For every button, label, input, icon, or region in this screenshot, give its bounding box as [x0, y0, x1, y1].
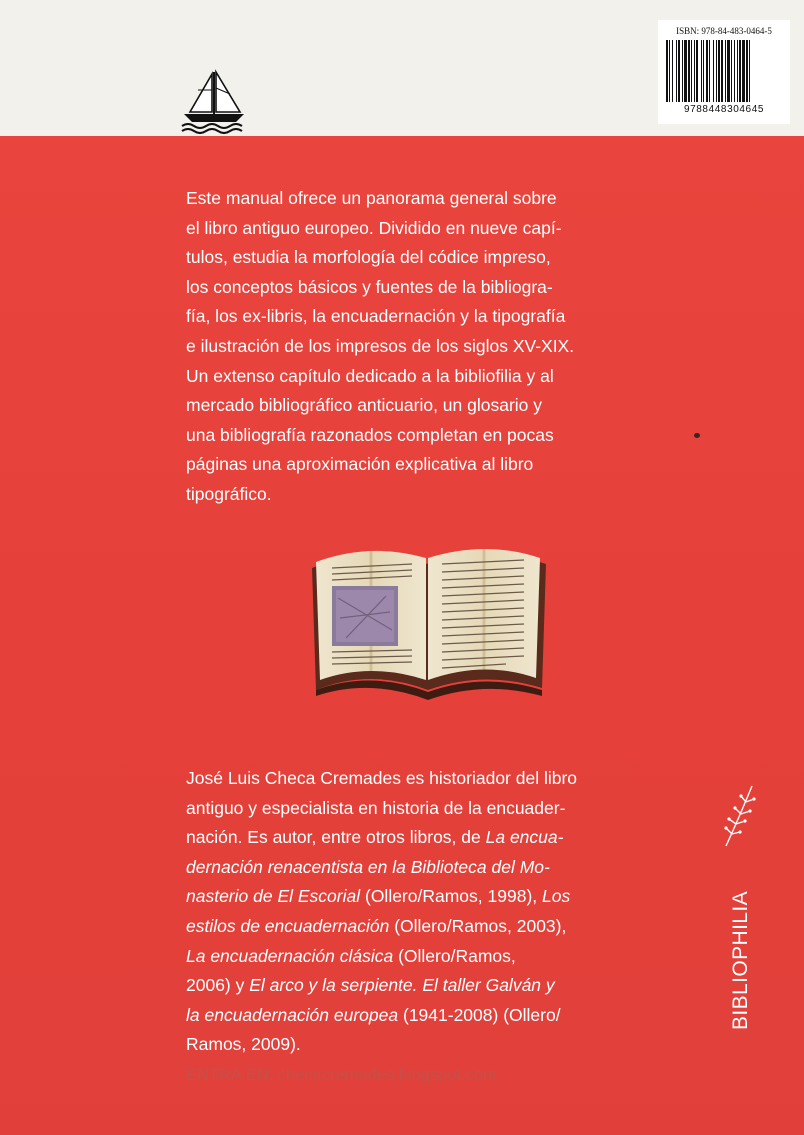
barcode-bar [727, 40, 730, 102]
barcode-bar [746, 40, 748, 102]
bio-line: nación. Es autor, entre otros libros, de [186, 827, 486, 848]
barcode-bar [703, 40, 704, 102]
barcode-bar [716, 40, 717, 102]
barcode-bar [713, 40, 714, 102]
book-title: La encua- [485, 827, 564, 848]
description-paragraph [186, 184, 716, 510]
barcode-bar [666, 40, 668, 102]
book-title: dernación renacentista en la Biblioteca del Mo- [186, 856, 550, 877]
barcode-bar [721, 40, 723, 102]
barcode-bar [739, 40, 741, 102]
description-line: Este manual ofrece un panorama general sobre [186, 188, 557, 208]
bio-line: (Ollero/Ramos, 2003), [389, 915, 567, 936]
barcode-bar [676, 40, 677, 102]
bio-line: (Ollero/Ramos, 1998), [360, 886, 542, 907]
description-line: tulos, estudia la morfología del códice impreso, [186, 247, 551, 268]
barcode-bar [696, 40, 698, 102]
website-link[interactable]: ENTRA EN: checacremades.blogspot.com [186, 1066, 497, 1084]
description-line: una bibliografía razonados completan en pocas [186, 424, 554, 445]
sprig-icon [722, 780, 756, 850]
barcode-bar [737, 40, 738, 102]
barcode-bar [701, 40, 702, 102]
bio-line: antiguo y especialista en historia de la encuader- [186, 797, 566, 818]
barcode-bar [731, 40, 732, 102]
barcode-bar [734, 40, 735, 102]
book-title: Los [542, 886, 571, 907]
barcode-bar [672, 40, 673, 102]
barcode-bar [709, 40, 710, 102]
description-line: tipográfico. [186, 483, 272, 504]
description-line: los conceptos básicos y fuentes de la bibliogra- [186, 276, 553, 297]
barcode-bar [694, 40, 695, 102]
bio-line: Ramos, 2009). [186, 1034, 301, 1055]
book-title: El arco y la serpiente. El taller Galván y [249, 975, 555, 996]
bio-line: 2006) y [186, 975, 250, 996]
book-title: la encuadernación europea [186, 1004, 399, 1025]
author-bio [186, 764, 716, 1060]
description-line: el libro antiguo europeo. Dividido en nueve capí- [186, 217, 562, 238]
book-title: La encuadernación clásica [186, 945, 394, 966]
barcode-bars [664, 40, 784, 102]
open-book-illustration [306, 538, 552, 706]
bio-line: (1941-2008) (Ollero/ [398, 1004, 561, 1025]
bio-line: José Luis Checa Cremades es historiador del libro [186, 768, 578, 788]
ink-speck [694, 433, 700, 438]
barcode-bar [678, 40, 680, 102]
barcode-bar [682, 40, 683, 102]
barcode-number: 9788448304645 [683, 104, 765, 115]
bio-line: (Ollero/Ramos, [393, 945, 516, 966]
description-line: páginas una aproximación explicativa al libro [186, 454, 534, 475]
book-title: nasterio de El Escorial [186, 886, 361, 907]
sailboat-icon [178, 68, 250, 134]
barcode-bar [688, 40, 690, 102]
barcode-bar [669, 40, 670, 102]
description-line: e ilustración de los impresos de los siglos XV-XIX. [186, 335, 575, 356]
barcode-bar [749, 40, 750, 102]
barcode-bar [684, 40, 687, 102]
barcode-bar [742, 40, 745, 102]
book-title: estilos de encuadernación [186, 915, 390, 936]
description-line: Un extenso capítulo dedicado a la bibliofilia y al [186, 365, 554, 386]
barcode-bar [706, 40, 708, 102]
barcode-bar [691, 40, 692, 102]
series-label: BIBLIOPHILIA [729, 890, 752, 1030]
barcode-bar [725, 40, 726, 102]
barcode [658, 20, 790, 124]
description-line: mercado bibliográfico anticuario, un glosario y [186, 395, 543, 416]
description-line: fía, los ex-libris, la encuadernación y la tipografía [186, 306, 566, 327]
isbn-label: ISBN: 978-84-483-0464-5 [676, 26, 772, 36]
barcode-bar [718, 40, 720, 102]
